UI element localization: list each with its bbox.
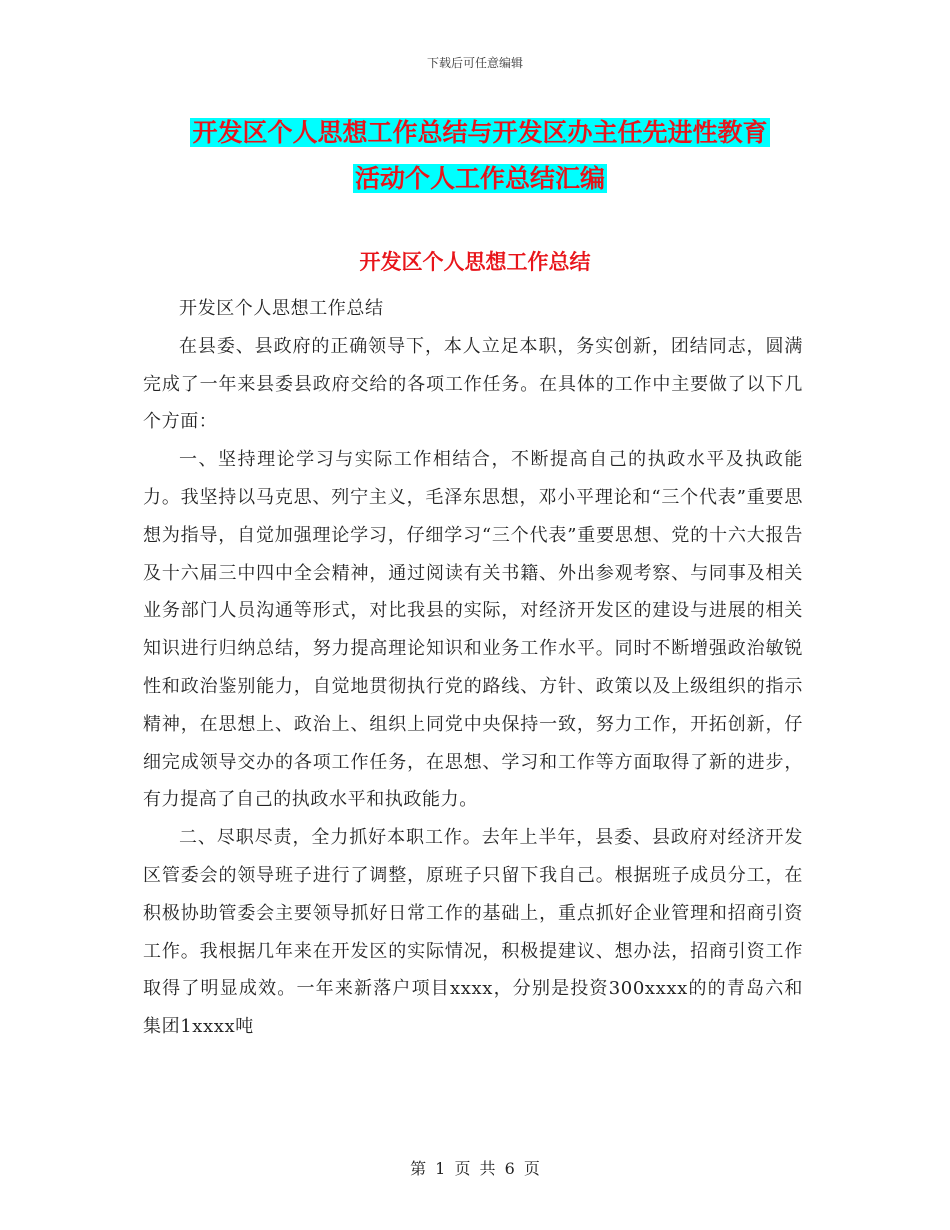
paragraph-section-one: 一、坚持理论学习与实际工作相结合，不断提高自己的执政水平及执政能力。我坚持以马克思、列宁主义，毛泽东思想，邓小平理论和“三个代表”重要思想为指导，自觉加强理论学习，仔细学习“三个代表”重要思想、党的十六大报告及十六届三中四中全会精神，通过阅读有关书籍、外出参观考察、与同事及相关业务部门人员沟通等形式，对比我县的实际，对经济开发区的建设与进展的相关知识进行归纳总结，努力提高理论知识和业务工作水平。同时不断增强政治敏锐性和政治鉴别能力，自觉地贯彻执行党的路线、方针、政策以及上级组织的指示精神，在思想上、政治上、组织上同党中央保持一致，努力工作，开拓创新，仔细完成领导交办的各项工作任务，在思想、学习和工作等方面取得了新的进步，有力提高了自己的执政水平和执政能力。: [143, 449, 803, 811]
section-title: 开发区个人思想工作总结: [359, 250, 591, 274]
document-title-line2: 活动个人工作总结汇编: [354, 164, 605, 193]
document-title: [140, 110, 820, 202]
paragraph-subtitle: 开发区个人思想工作总结: [179, 298, 384, 319]
page-number: 第 1 页 共 6 页: [410, 1159, 540, 1178]
paragraph-intro: 在县委、县政府的正确领导下，本人立足本职，务实创新，团结同志，圆满完成了一年来县委县政府交给的各项工作任务。在具体的工作中主要做了以下几个方面：: [143, 335, 803, 433]
header-note: 下载后可任意编辑: [426, 56, 523, 70]
document-title-line1: 开发区个人思想工作总结与开发区办主任先进性教育: [192, 118, 768, 147]
paragraph-section-two: 二、尽职尽责，全力抓好本职工作。去年上半年，县委、县政府对经济开发区管委会的领导班子进行了调整，原班子只留下我自己。根据班子成员分工，在积极协助管委会主要领导抓好日常工作的基础上，重点抓好企业管理和招商引资工作。我根据几年来在开发区的实际情况，积极提建议、想办法，招商引资工作取得了明显成效。一年来新落户项目xxxx，分别是投资300xxxx的的青岛六和集团1xxxx吨: [143, 827, 803, 1038]
document-body: [143, 290, 803, 1046]
